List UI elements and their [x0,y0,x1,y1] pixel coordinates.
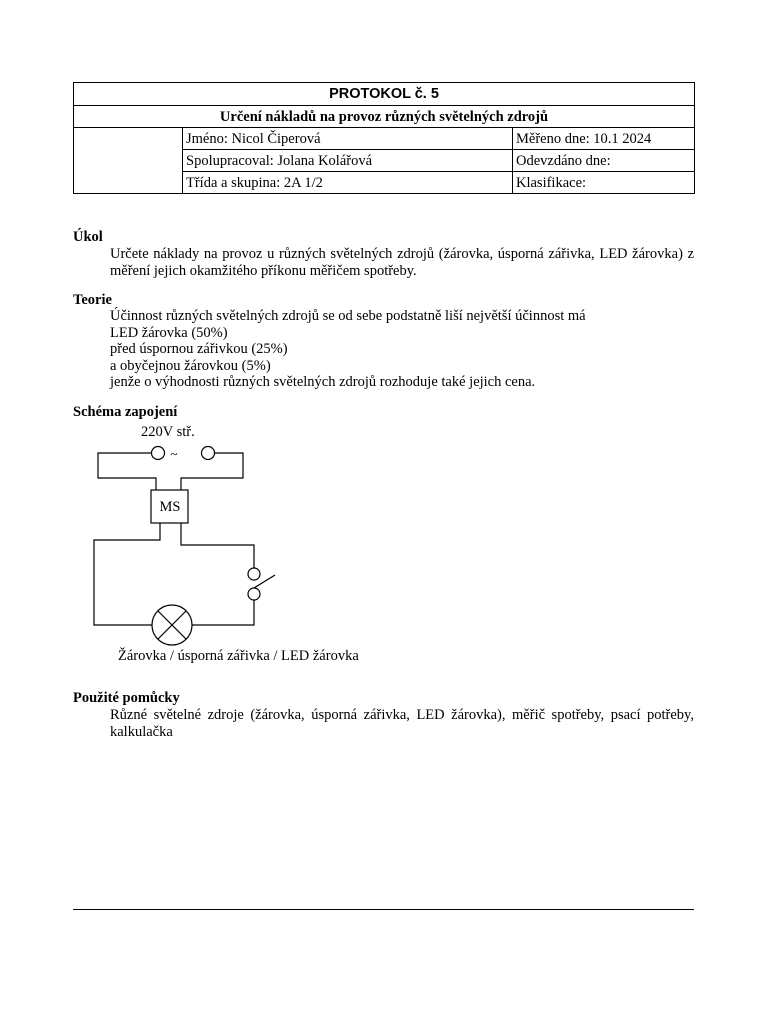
header-blank-cell [74,128,183,194]
theory-heading: Teorie [73,292,112,308]
tools-heading: Použité pomůcky [73,690,180,706]
task-section [73,229,694,279]
submitted-date: Odevzdáno dne: [513,150,695,172]
grade: Klasifikace: [513,172,695,194]
theory-line: a obyčejnou žárovkou (5%) [110,357,271,374]
protocol-subtitle: Určení nákladů na provoz různých světelných zdrojů [74,106,695,128]
circuit-svg [90,424,390,674]
circuit-diagram [90,424,390,674]
load-wire-left [94,523,160,625]
protocol-header-table [73,82,695,194]
ac-symbol: ~ [170,446,178,461]
theory-line: jenže o výhodnosti různých světelných zdrojů rozhoduje také jejich cena. [110,374,536,390]
theory-text [110,308,694,391]
schema-section [73,404,694,421]
theory-section [73,292,694,391]
class-group: Třída a skupina: 2A 1/2 [183,172,513,194]
schema-heading: Schéma zapojení [73,404,178,420]
load-label: Žárovka / úsporná zářivka / LED žárovka [118,648,359,664]
meter-label: MS [159,499,181,515]
collaborator-name: Spolupracoval: Jolana Kolářová [183,150,513,172]
footer-rule [73,909,694,910]
tools-section [73,690,694,740]
student-name: Jméno: Nicol Čiperová [183,128,513,150]
supply-label: 220V stř. [141,424,195,440]
task-heading: Úkol [73,229,103,245]
load-wire-right-bottom [192,600,254,625]
load-wire-right-top [181,523,254,568]
theory-line: LED žárovka (50%) [110,324,228,341]
switch-contact-top [248,568,260,580]
task-text: Určete náklady na provoz u různých světelných zdrojů (žárovka, úsporná zářivka, LED žárovka) z měření jejich okamžitého příkonu měřičem spotřeby. [110,246,694,279]
tools-text: Různé světelné zdroje (žárovka, úsporná zářivka, LED žárovka), měřič spotřeby, psací potřeby, kalkulačka [110,707,694,740]
theory-line: před úspornou zářivkou (25%) [110,341,288,357]
theory-line: Účinnost různých světelných zdrojů se od sebe podstatně liší největší účinnost má [110,308,586,324]
switch-contact-bottom [248,588,260,600]
supply-wire-left [98,453,156,490]
supply-terminal-right [202,447,215,460]
supply-terminal-left [152,447,165,460]
measured-date: Měřeno dne: 10.1 2024 [513,128,695,150]
protocol-title: PROTOKOL č. 5 [74,83,695,106]
